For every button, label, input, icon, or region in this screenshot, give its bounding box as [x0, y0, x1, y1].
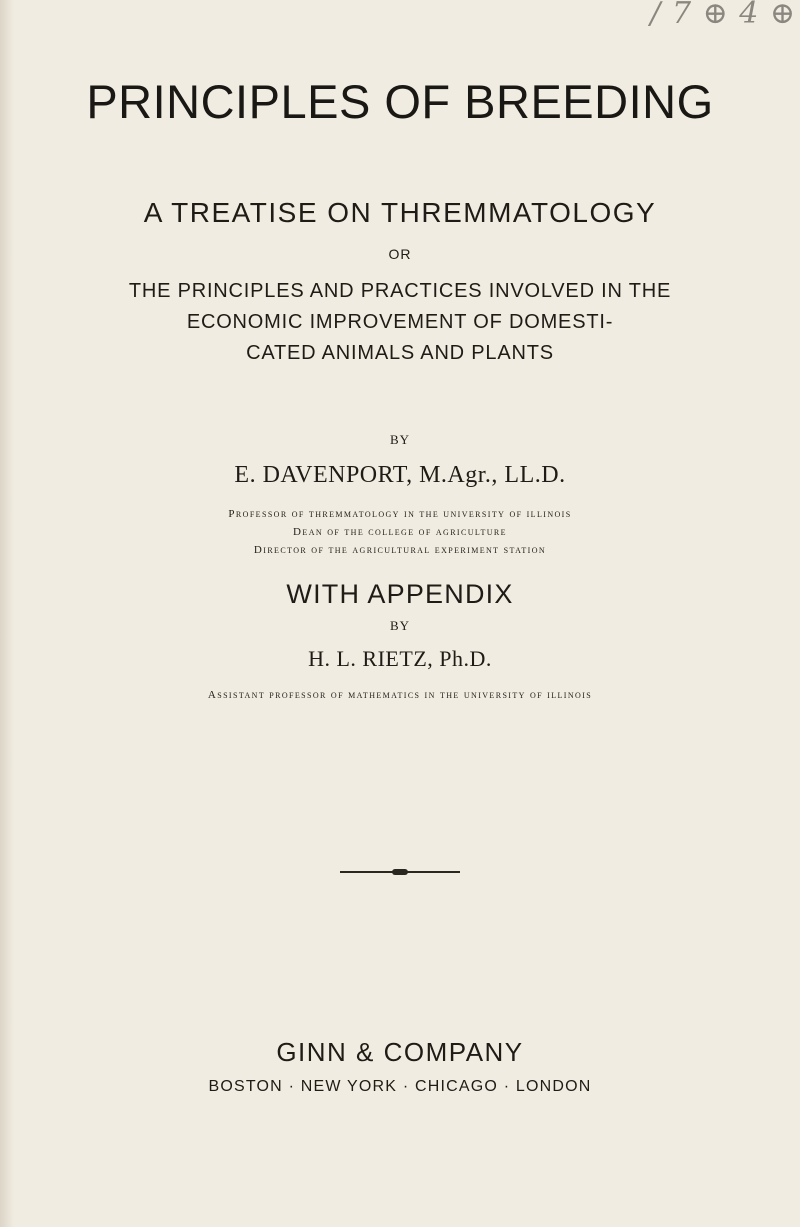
appendix-by-label: BY: [389, 618, 411, 633]
author-position-1: Professor of thremmatology in the university of illinois: [228, 508, 572, 520]
author-name: E. DAVENPORT, M.Agr., LL.D.: [234, 462, 566, 488]
ornamental-divider: [340, 871, 460, 873]
description-line-2: ECONOMIC IMPROVEMENT OF DOMESTI-: [186, 311, 614, 333]
description-line-3: CATED ANIMALS AND PLANTS: [246, 342, 554, 364]
by-label: BY: [389, 432, 411, 447]
publisher-name: GINN & COMPANY: [276, 1037, 524, 1067]
appendix-heading: WITH APPENDIX: [286, 579, 514, 609]
connector-or: OR: [388, 246, 412, 262]
book-subtitle: A TREATISE ON THREMMATOLOGY: [143, 197, 657, 228]
appendix-author: H. L. RIETZ, Ph.D.: [308, 646, 492, 671]
book-title: PRINCIPLES OF BREEDING: [86, 75, 714, 128]
author-position-3: Director of the agricultural experiment station: [253, 544, 547, 556]
author-position-2: Dean of the college of agriculture: [293, 526, 507, 538]
appendix-author-position: Assistant professor of mathematics in the university of illinois: [207, 689, 593, 701]
description-line-1: THE PRINCIPLES AND PRACTICES INVOLVED IN THE: [128, 280, 672, 302]
handwritten-catalog-note: / 7 ⊕ 4 ⊕: [650, 0, 796, 31]
publisher-cities: BOSTON · NEW YORK · CHICAGO · LONDON: [208, 1078, 592, 1095]
